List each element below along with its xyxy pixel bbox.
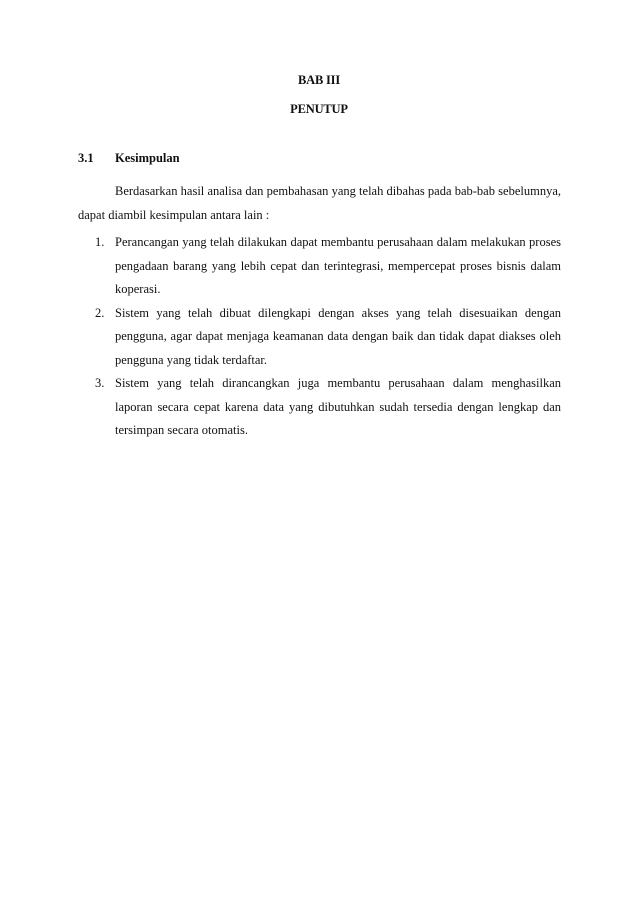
section-number: 3.1	[78, 151, 94, 165]
chapter-label	[0, 73, 638, 88]
list-item-text: Sistem yang telah dirancangkan juga membantu perusahaan dalam menghasilkan laporan secara cepat karena data yang dibutuhkan sudah tersedia dengan lengkap dan tersimpan secara otomatis.	[115, 376, 561, 437]
chapter-title-text: PENUTUP	[290, 102, 348, 116]
chapter-label-text: BAB III	[297, 73, 341, 87]
chapter-title	[0, 102, 638, 117]
list-item-text: Sistem yang telah dibuat dilengkapi dengan akses yang telah disesuaikan dengan pengguna, agar dapat menjaga keamanan data dengan baik dan tidak dapat diakses oleh pengguna yang tidak terdaftar.	[115, 305, 561, 367]
list-item	[78, 231, 561, 302]
list-item-number: 1.	[95, 235, 105, 249]
list-item-text: Perancangan yang telah dilakukan dapat membantu perusahaan dalam melakukan proses pengadaan barang yang lebih cepat dan terintegrasi, mempercepat proses bisnis dalam koperasi.	[115, 235, 561, 296]
section-heading	[78, 151, 180, 166]
intro-paragraph: Berdasarkan hasil analisa dan pembahasan yang telah dibahas pada bab-bab sebelumnya, dapat diambil kesimpulan antara lain :	[78, 184, 561, 222]
list-item	[78, 302, 561, 373]
list-item	[78, 372, 561, 443]
list-item-number: 3.	[95, 376, 105, 390]
list-item-number: 2.	[95, 305, 105, 320]
section-title: Kesimpulan	[115, 151, 180, 165]
conclusion-list	[78, 231, 561, 443]
